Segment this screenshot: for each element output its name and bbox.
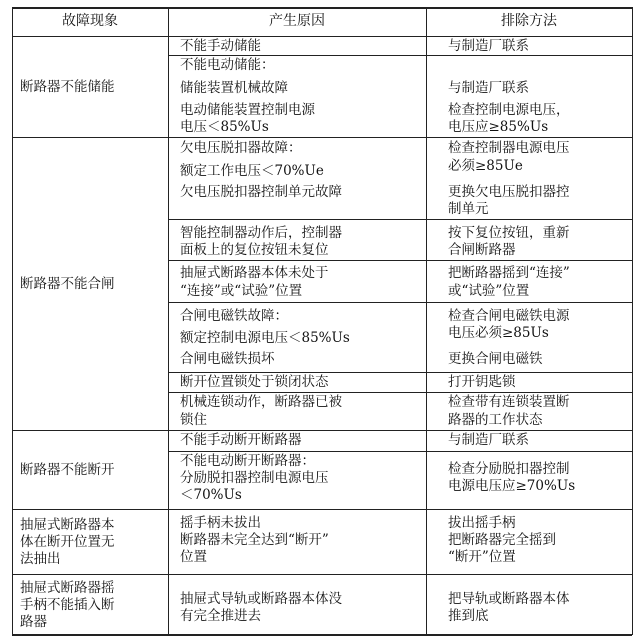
fault-remedy-text: 电压必须≥85Us — [448, 325, 549, 341]
row-divider — [168, 372, 632, 373]
fault-cause-text: 抽屉式导轨或断路器本体没 — [180, 591, 342, 607]
fault-remedy-text: “断开”位置 — [448, 549, 516, 565]
header-cause: 产生原因 — [269, 13, 325, 29]
fault-remedy-text: 路器的工作状态 — [448, 412, 543, 428]
fault-remedy-text: 把断路器摇到“连接” — [448, 265, 570, 281]
fault-cause-text: 分励脱扣器控制电源电压 — [180, 470, 329, 486]
fault-remedy-text: 检查带有连锁装置断 — [448, 394, 570, 410]
fault-remedy-text: 必须≥85Ue — [448, 158, 523, 174]
table-bottom-border — [12, 634, 632, 636]
section-divider — [12, 574, 632, 575]
row-divider — [168, 392, 632, 393]
fault-remedy-text: 检查分励脱扣器控制 — [448, 461, 570, 477]
fault-remedy-text: 检查控制电源电压， — [448, 102, 570, 118]
fault-remedy-text: 电压应≥85%Us — [448, 119, 549, 135]
fault-remedy-text: 把导轨或断路器本体 — [448, 591, 570, 607]
fault-cause-text: 断开位置锁处于锁闭状态 — [180, 374, 329, 390]
fault-phenomenon-label: 抽屉式断路器本 — [20, 517, 115, 533]
fault-phenomenon-label: 断路器不能合闸 — [20, 276, 115, 292]
fault-phenomenon-label: 断路器不能断开 — [20, 462, 115, 478]
column-divider-cause — [168, 7, 169, 634]
fault-phenomenon-label: 抽屉式断路器摇 — [20, 580, 115, 596]
fault-cause-text: 不能电动断开断路器： — [180, 453, 315, 469]
fault-cause-text: 合闸电磁铁故障： — [180, 308, 288, 324]
fault-remedy-text: 拔出摇手柄 — [448, 515, 516, 531]
fault-cause-text: 摇手柄未拔出 — [180, 515, 261, 531]
fault-remedy-text: 更换欠电压脱扣器控 — [448, 184, 570, 200]
fault-phenomenon-label: 断路器不能储能 — [20, 79, 115, 95]
fault-cause-text: 电压＜85%Us — [180, 119, 269, 135]
fault-cause-text: 欠电压脱扣器控制单元故障 — [180, 184, 342, 200]
fault-cause-text: 智能控制器动作后，控制器 — [180, 225, 342, 241]
fault-remedy-text: 更换合闸电磁铁 — [448, 351, 543, 367]
fault-cause-text: 不能手动储能 — [180, 38, 261, 54]
fault-remedy-text: 检查控制器电源电压 — [448, 140, 570, 156]
section-divider — [12, 509, 632, 510]
fault-remedy-text: 或“试验”位置 — [448, 283, 530, 299]
fault-remedy-text: 推到底 — [448, 608, 489, 624]
row-divider — [168, 219, 632, 220]
header-bottom-border — [12, 36, 632, 37]
section-divider — [12, 430, 632, 431]
fault-phenomenon-label: 法抽出 — [20, 551, 61, 567]
fault-cause-text: 电动储能装置控制电源 — [180, 102, 315, 118]
header-phenomenon: 故障现象 — [62, 13, 118, 29]
fault-remedy-text: 与制造厂联系 — [448, 38, 529, 54]
row-divider — [168, 260, 632, 261]
fault-cause-text: 有完全推进去 — [180, 608, 261, 624]
fault-cause-text: 断路器未完全达到“断开” — [180, 532, 329, 548]
fault-remedy-text: 打开钥匙锁 — [448, 374, 516, 390]
table-top-border — [12, 7, 632, 9]
fault-remedy-text: 与制造厂联系 — [448, 80, 529, 96]
fault-cause-text: 机械连锁动作，断路器已被 — [180, 394, 342, 410]
row-divider — [168, 55, 632, 56]
fault-cause-text: 储能装置机械故障 — [180, 80, 288, 96]
fault-cause-text: 不能手动断开断路器 — [180, 432, 302, 448]
table-left-border — [12, 7, 13, 634]
fault-remedy-text: 合闸断路器 — [448, 242, 516, 258]
fault-cause-text: 位置 — [180, 549, 207, 565]
fault-cause-text: ＜70%Us — [180, 487, 242, 503]
fault-cause-text: 额定控制电源电压＜85%Us — [180, 330, 350, 346]
fault-cause-text: 锁住 — [180, 412, 207, 428]
fault-cause-text: 欠电压脱扣器故障： — [180, 140, 302, 156]
section-divider — [12, 137, 632, 138]
fault-remedy-text: 按下复位按钮，重新 — [448, 225, 570, 241]
row-divider — [168, 302, 632, 303]
fault-phenomenon-label: 体在断开位置无 — [20, 534, 115, 550]
fault-phenomenon-label: 路器 — [20, 614, 47, 630]
fault-remedy-text: 把断路器完全摇到 — [448, 532, 556, 548]
fault-remedy-text: 检查合闸电磁铁电源 — [448, 308, 570, 324]
fault-remedy-text: 制单元 — [448, 201, 489, 217]
header-remedy: 排除方法 — [501, 13, 557, 29]
fault-cause-text: 合闸电磁铁损坏 — [180, 351, 275, 367]
fault-cause-text: 抽屉式断路器本体未处于 — [180, 265, 329, 281]
table-right-border — [632, 7, 633, 635]
fault-cause-text: 不能电动储能： — [180, 57, 275, 73]
fault-remedy-text: 与制造厂联系 — [448, 432, 529, 448]
fault-remedy-text: 电源电压应≥70%Us — [448, 478, 576, 494]
row-divider — [168, 451, 632, 452]
column-divider-remedy — [426, 7, 427, 634]
fault-cause-text: 额定工作电压＜70%Ue — [180, 163, 324, 179]
fault-cause-text: “连接”或“试验”位置 — [180, 283, 303, 299]
fault-cause-text: 面板上的复位按钮未复位 — [180, 242, 329, 258]
fault-phenomenon-label: 手柄不能插入断 — [20, 597, 115, 613]
